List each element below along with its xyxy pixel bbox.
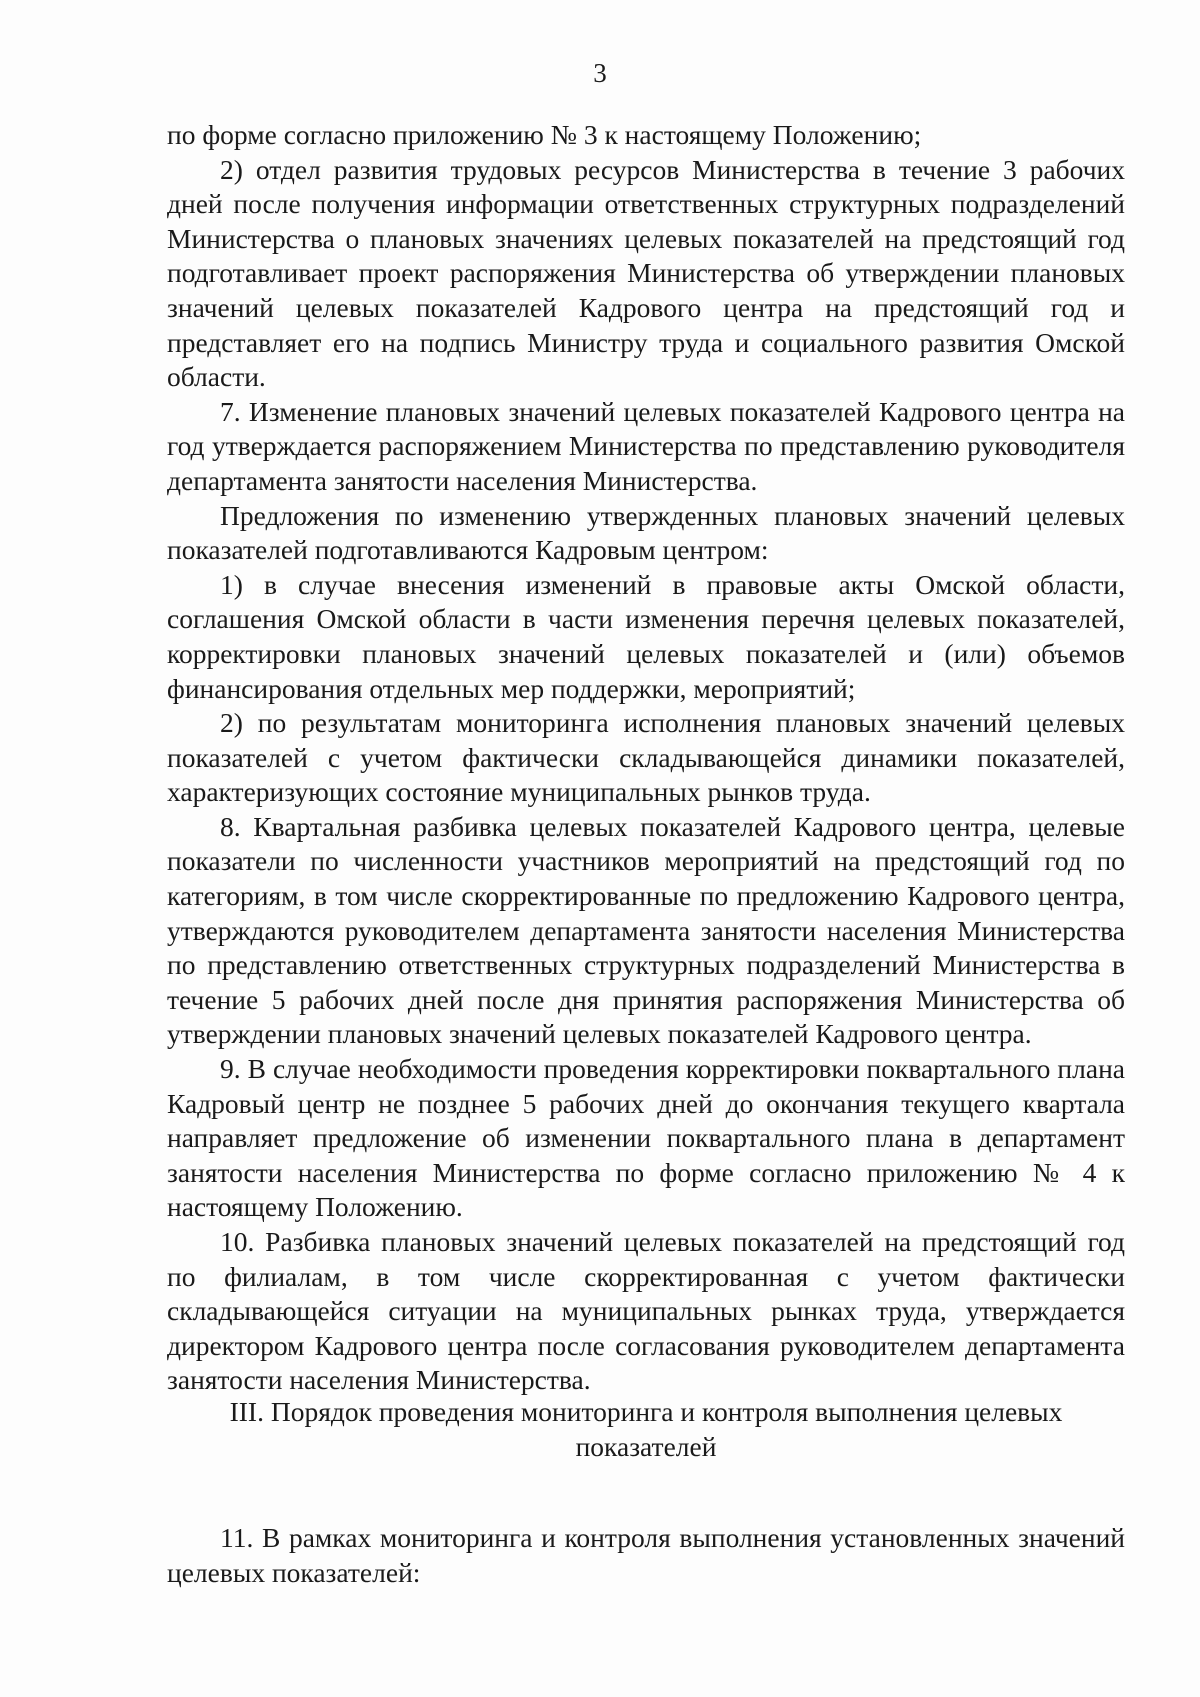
paragraph-clause-10: 10. Разбивка плановых значений целевых показателей на предстоящий год по филиалам, в том числе скорректированная с учетом фактически складывающейся ситуации на муниципальных рынках труда, утверждается директором Кадрового центра после согласования руководителем департамента занятости населения Министерства. bbox=[167, 1226, 1125, 1396]
section-heading-line-2: показателей bbox=[575, 1430, 717, 1462]
section-heading-line-1: III. Порядок проведения мониторинга и контроля выполнения целевых bbox=[229, 1396, 1063, 1427]
page-number: 3 bbox=[593, 58, 607, 88]
section-heading bbox=[167, 1395, 1125, 1464]
closing-text bbox=[167, 1521, 1125, 1590]
paragraph-item-2: 2) отдел развития трудовых ресурсов Министерства в течение 3 рабочих дней после получения информации ответственных структурных подразделений Министерства о плановых значениях целевых показателей на предстоящий год подготавливает проект распоряжения Министерства об утверждении плановых значений целевых показателей Кадрового центра на предстоящий год и представляет его на подпись Министру труда и социального развития Омской области. bbox=[167, 153, 1125, 393]
paragraph-proposals: Предложения по изменению утвержденных плановых значений целевых показателей подготавливаются Кадровым центром: bbox=[167, 499, 1125, 566]
paragraph-clause-9: 9. В случае необходимости проведения корректировки поквартального плана Кадровый центр не позднее 5 рабочих дней до окончания текущего квартала направляет предложение об изменении поквартального плана в департамент занятости населения Министерства по форме согласно приложению № 4 к настоящему Положению. bbox=[167, 1053, 1125, 1223]
paragraph-clause-7: 7. Изменение плановых значений целевых показателей Кадрового центра на год утверждается распоряжением Министерства по представлению руководителя департамента занятости населения Министерства. bbox=[167, 395, 1125, 496]
paragraph-clause-11: 11. В рамках мониторинга и контроля выполнения установленных значений целевых показателей: bbox=[167, 1522, 1125, 1588]
paragraph-clause-8: 8. Квартальная разбивка целевых показателей Кадрового центра, целевые показатели по численности участников мероприятий на предстоящий год по категориям, в том числе скорректированные по предложению Кадрового центра, утверждаются руководителем департамента занятости населения Министерства по представлению ответственных структурных подразделений Министерства в течение 5 рабочих дней после дня принятия распоряжения Министерства об утверждении плановых значений целевых показателей Кадрового центра. bbox=[167, 810, 1125, 1050]
paragraph-proposal-item-1: 1) в случае внесения изменений в правовые акты Омской области, соглашения Омской области в части изменения перечня целевых показателей, корректировки плановых значений целевых показателей и (или) объемов финансирования отдельных мер поддержки, мероприятий; bbox=[167, 568, 1125, 704]
paragraph-continuation: по форме согласно приложению № 3 к настоящему Положению; bbox=[167, 119, 922, 150]
paragraph-proposal-item-2: 2) по результатам мониторинга исполнения плановых значений целевых показателей с учетом фактически складывающейся динамики показателей, характеризующих состояние муниципальных рынков труда. bbox=[167, 707, 1125, 808]
body-text bbox=[167, 118, 1125, 1398]
